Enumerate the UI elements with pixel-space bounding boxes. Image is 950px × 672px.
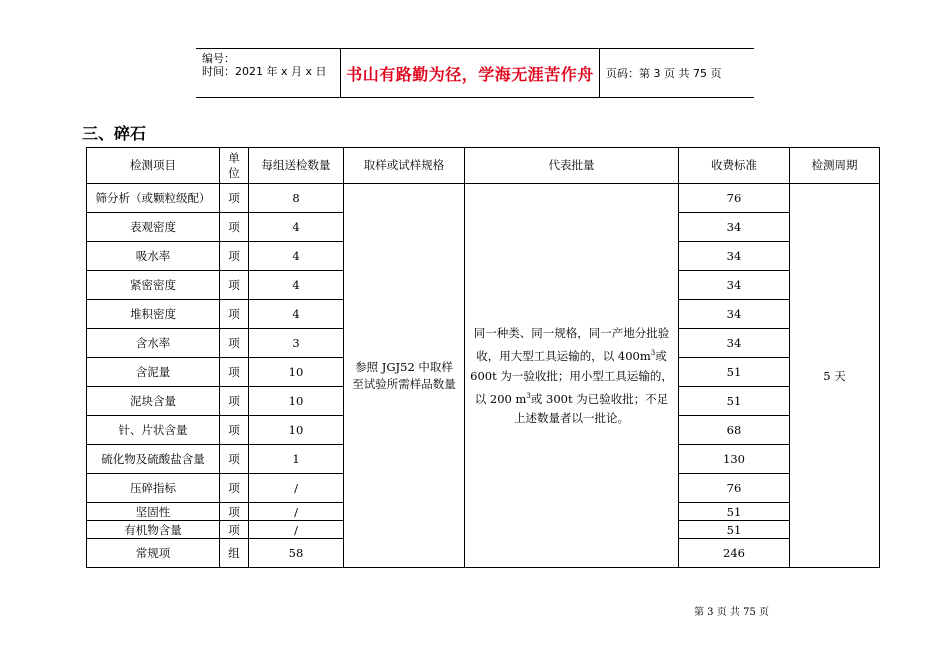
cell-fee: 130 xyxy=(679,445,790,474)
cell-item: 含泥量 xyxy=(87,358,220,387)
motto-text: 书山有路勤为径，学海无涯苦作舟 xyxy=(346,64,594,84)
cell-item: 压碎指标 xyxy=(87,474,220,503)
cell-batch xyxy=(465,184,679,568)
cell-item: 紧密密度 xyxy=(87,271,220,300)
cell-fee: 34 xyxy=(679,329,790,358)
cell-unit: 项 xyxy=(220,445,249,474)
header-unit-line2: 位 xyxy=(228,165,240,180)
cell-fee: 68 xyxy=(679,416,790,445)
cell-qty: / xyxy=(249,521,344,539)
cell-unit: 项 xyxy=(220,521,249,539)
cell-qty: 10 xyxy=(249,416,344,445)
batch-text-3: 或 300t 为已验收批；不足上述数量者以一批论。 xyxy=(514,391,669,426)
time-label: 时间：2021 年 x 月 x 日 xyxy=(202,65,327,78)
cell-item: 吸水率 xyxy=(87,242,220,271)
header-batch: 代表批量 xyxy=(465,148,679,184)
cell-unit: 项 xyxy=(220,503,249,521)
batch-text-1: 同一种类、同一规格，同一产地分批验收，用大型工具运输的，以 400m xyxy=(473,325,670,363)
cell-item: 表观密度 xyxy=(87,213,220,242)
cell-unit: 项 xyxy=(220,358,249,387)
cell-unit: 项 xyxy=(220,271,249,300)
cell-sampling-spec: 参照 JGJ52 中取样至试验所需样品数量 xyxy=(344,184,465,568)
cell-unit: 项 xyxy=(220,242,249,271)
cell-fee: 51 xyxy=(679,503,790,521)
cell-fee: 76 xyxy=(679,184,790,213)
header-page-cell xyxy=(600,49,754,97)
header-item: 检测项目 xyxy=(87,148,220,184)
table-header-row xyxy=(87,148,880,184)
cell-qty: 4 xyxy=(249,300,344,329)
page-footer: 第 3 页 共 75 页 xyxy=(694,607,769,618)
cell-unit: 组 xyxy=(220,539,249,568)
cell-unit: 项 xyxy=(220,416,249,445)
cell-unit: 项 xyxy=(220,474,249,503)
cell-qty: / xyxy=(249,503,344,521)
header-cycle: 检测周期 xyxy=(790,148,880,184)
cell-item: 含水率 xyxy=(87,329,220,358)
cell-qty: 4 xyxy=(249,242,344,271)
batch-text-2: 或 600t 为一验收批；用小型工具运输的，以 200 m xyxy=(470,348,673,406)
cell-fee: 34 xyxy=(679,271,790,300)
cell-unit: 项 xyxy=(220,213,249,242)
cell-qty: 1 xyxy=(249,445,344,474)
header-fee: 收费标准 xyxy=(679,148,790,184)
page-header xyxy=(196,48,754,98)
cell-item: 泥块含量 xyxy=(87,387,220,416)
cell-qty: 4 xyxy=(249,213,344,242)
cell-item: 针、片状含量 xyxy=(87,416,220,445)
cell-unit: 项 xyxy=(220,387,249,416)
page-info: 页码：第 3 页 共 75 页 xyxy=(606,66,722,80)
cell-fee: 246 xyxy=(679,539,790,568)
cell-fee: 51 xyxy=(679,387,790,416)
header-qty: 每组送检数量 xyxy=(249,148,344,184)
fee-table xyxy=(86,147,880,568)
cell-item: 硫化物及硫酸盐含量 xyxy=(87,445,220,474)
cell-item: 有机物含量 xyxy=(87,521,220,539)
cell-qty: 4 xyxy=(249,271,344,300)
cell-fee: 34 xyxy=(679,213,790,242)
table-row xyxy=(87,184,880,213)
cell-qty: 10 xyxy=(249,387,344,416)
cell-item: 筛分析（或颗粒级配） xyxy=(87,184,220,213)
header-unit-line1: 单 xyxy=(228,150,240,165)
cell-item: 堆积密度 xyxy=(87,300,220,329)
number-label: 编号： xyxy=(202,52,235,65)
cell-item: 坚固性 xyxy=(87,503,220,521)
superscript-3b: 3 xyxy=(526,391,531,400)
header-left-cell xyxy=(196,49,340,97)
header-unit xyxy=(220,148,249,184)
cell-unit: 项 xyxy=(220,300,249,329)
cell-unit: 项 xyxy=(220,329,249,358)
cell-qty: 10 xyxy=(249,358,344,387)
superscript-3a: 3 xyxy=(650,348,656,357)
cell-fee: 51 xyxy=(679,358,790,387)
cell-qty: 58 xyxy=(249,539,344,568)
cell-cycle: 5 天 xyxy=(790,184,880,568)
cell-qty: / xyxy=(249,474,344,503)
section-title: 三、碎石 xyxy=(82,124,147,143)
cell-qty: 3 xyxy=(249,329,344,358)
header-motto-cell xyxy=(340,49,600,97)
cell-fee: 76 xyxy=(679,474,790,503)
header-spec: 取样或试样规格 xyxy=(344,148,465,184)
cell-item: 常规项 xyxy=(87,539,220,568)
cell-qty: 8 xyxy=(249,184,344,213)
cell-fee: 51 xyxy=(679,521,790,539)
cell-fee: 34 xyxy=(679,242,790,271)
cell-fee: 34 xyxy=(679,300,790,329)
cell-unit: 项 xyxy=(220,184,249,213)
